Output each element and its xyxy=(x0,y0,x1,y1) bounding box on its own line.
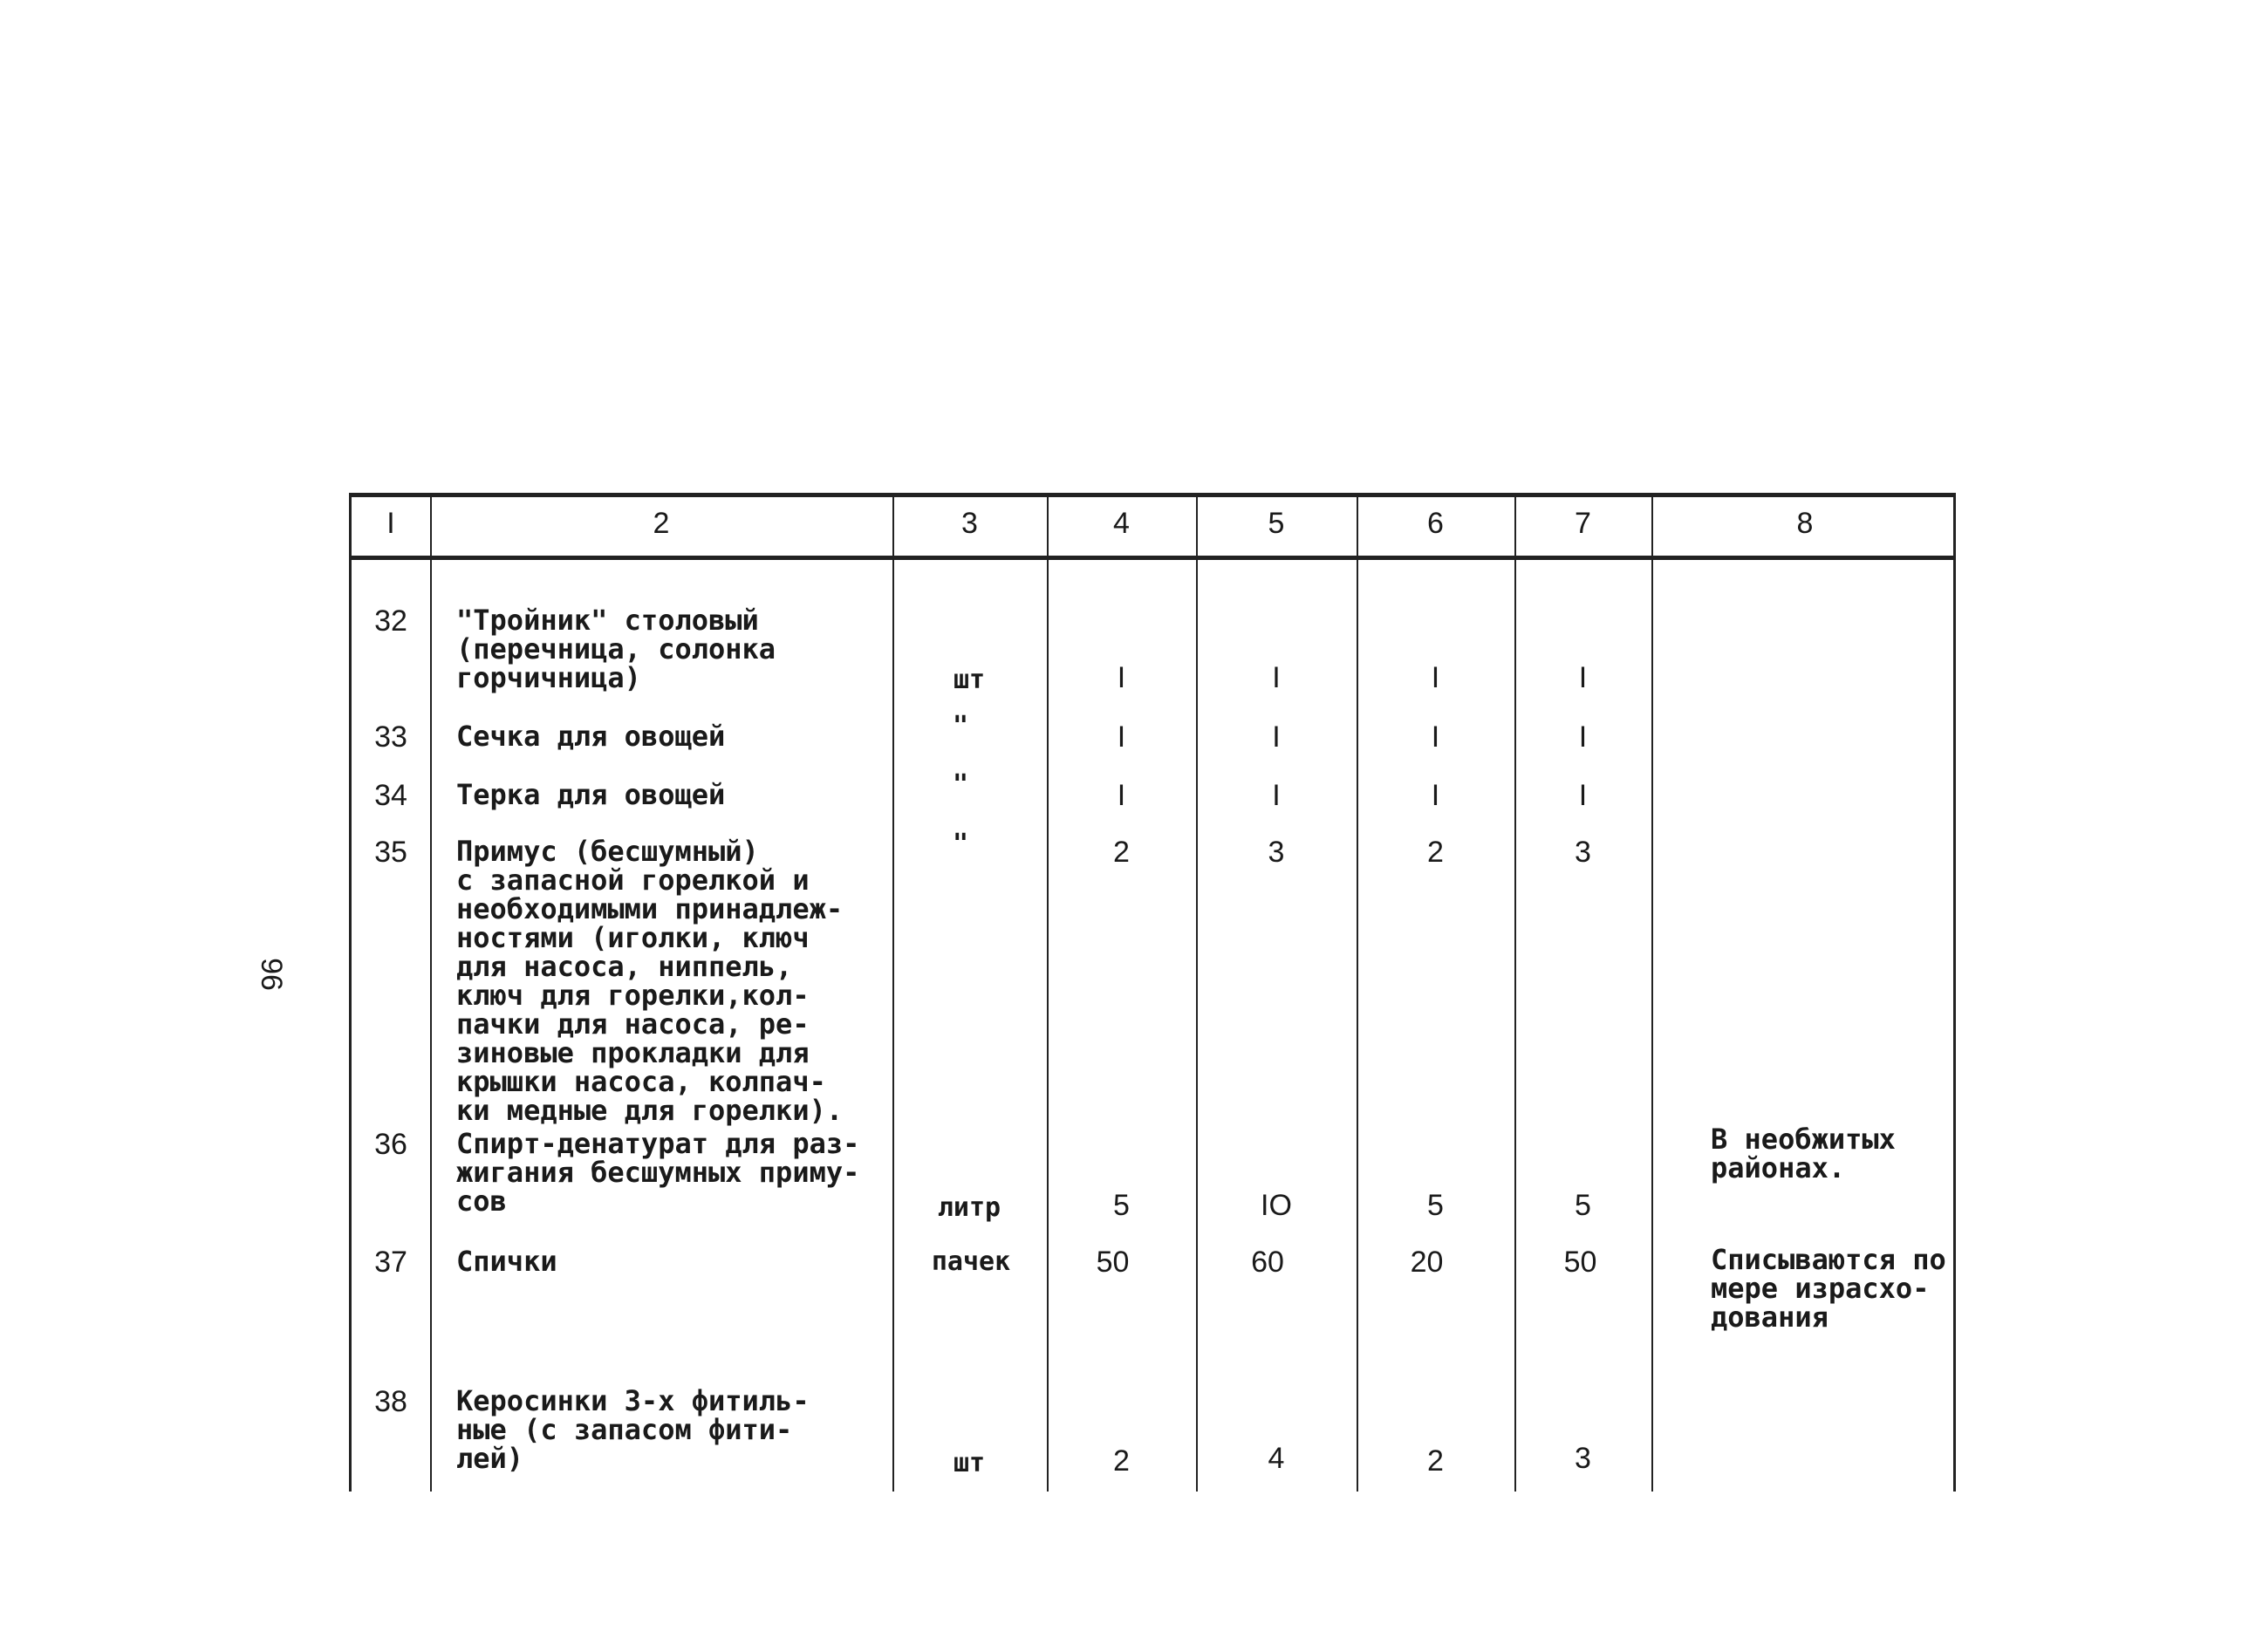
column-divider xyxy=(892,497,894,1492)
qty-col-4: 5 xyxy=(1113,1189,1130,1222)
qty-col-4: I xyxy=(1117,661,1126,694)
qty-col-6: I xyxy=(1431,661,1440,694)
header-col-4: 4 xyxy=(1113,507,1130,540)
qty-col-6: 2 xyxy=(1427,836,1444,869)
header-col-7: 7 xyxy=(1575,507,1591,540)
qty-col-6: 2 xyxy=(1427,1444,1444,1478)
page-number: 96 xyxy=(254,958,288,991)
qty-col-5: I xyxy=(1272,661,1281,694)
item-note: Списываются по мере израсхо- дования xyxy=(1711,1243,1946,1334)
column-divider xyxy=(1047,497,1049,1492)
qty-col-4: 50 xyxy=(1096,1246,1130,1279)
qty-col-7: I xyxy=(1578,661,1588,694)
item-name: Сечка для овощей xyxy=(456,720,726,753)
qty-col-5: 60 xyxy=(1251,1246,1284,1279)
item-name: Спирт-денатурат для раз- жигания бесшумных приму- сов xyxy=(456,1127,860,1218)
row-number: 34 xyxy=(374,779,407,812)
item-name: Терка для овощей xyxy=(456,778,726,811)
column-divider xyxy=(1357,497,1358,1492)
column-divider xyxy=(1651,497,1653,1492)
row-number: 32 xyxy=(374,604,407,638)
header-col-2: 2 xyxy=(653,507,670,540)
row-number: 37 xyxy=(374,1246,407,1279)
column-divider xyxy=(430,497,432,1492)
item-name: Керосинки 3-х фитиль- ные (с запасом фити- лей) xyxy=(456,1384,810,1475)
qty-col-6: I xyxy=(1431,720,1440,754)
row-number: 33 xyxy=(374,720,407,754)
qty-col-6: I xyxy=(1431,779,1440,812)
qty-col-5: I xyxy=(1272,720,1281,754)
qty-col-5: I xyxy=(1272,779,1281,812)
item-unit: " xyxy=(952,711,969,741)
qty-col-7: 3 xyxy=(1575,836,1591,869)
qty-col-5: 4 xyxy=(1268,1442,1285,1475)
qty-col-7: I xyxy=(1578,779,1588,812)
header-col-8: 8 xyxy=(1796,507,1814,540)
header-col-1: I xyxy=(386,507,395,540)
qty-col-6: 20 xyxy=(1410,1246,1444,1279)
qty-col-5: IO xyxy=(1261,1189,1292,1222)
item-name: Примус (бесшумный) с запасной горелкой и необходимыми принадлеж- ностями (иголки, ключ для насоса, ниппель, ключ для горелки,кол- пачки для насоса, ре- зиновые прокладки для крышки насоса, колпач- ки медные для горелки). xyxy=(456,835,844,1127)
item-unit: литр xyxy=(937,1192,1001,1223)
qty-col-6: 5 xyxy=(1427,1189,1444,1222)
qty-col-4: I xyxy=(1117,720,1126,754)
header-rule xyxy=(352,556,1953,560)
qty-col-7: 50 xyxy=(1563,1246,1597,1279)
qty-col-5: 3 xyxy=(1268,836,1285,869)
qty-col-7: 3 xyxy=(1575,1442,1591,1475)
row-number: 38 xyxy=(374,1385,407,1418)
qty-col-7: 5 xyxy=(1575,1189,1591,1222)
qty-col-4: I xyxy=(1117,779,1126,812)
item-unit: " xyxy=(952,769,969,800)
item-name: "Тройник" столовый (перечница, солонка горчичница) xyxy=(456,604,776,694)
qty-col-4: 2 xyxy=(1113,836,1130,869)
header-col-5: 5 xyxy=(1268,507,1285,540)
header-col-6: 6 xyxy=(1427,507,1444,540)
column-divider xyxy=(1514,497,1516,1492)
item-unit: " xyxy=(952,829,969,859)
row-number: 35 xyxy=(374,836,407,869)
item-name: Спички xyxy=(456,1245,557,1278)
qty-col-4: 2 xyxy=(1113,1444,1130,1478)
qty-col-7: I xyxy=(1578,720,1588,754)
inventory-table xyxy=(349,493,1956,1492)
row-number: 36 xyxy=(374,1128,407,1161)
header-col-3: 3 xyxy=(961,507,978,540)
item-note: В необжитых районах. xyxy=(1711,1123,1896,1184)
item-unit: пачек xyxy=(931,1246,1011,1277)
item-unit: шт xyxy=(953,665,986,695)
item-unit: шт xyxy=(953,1448,986,1478)
column-divider xyxy=(1196,497,1198,1492)
